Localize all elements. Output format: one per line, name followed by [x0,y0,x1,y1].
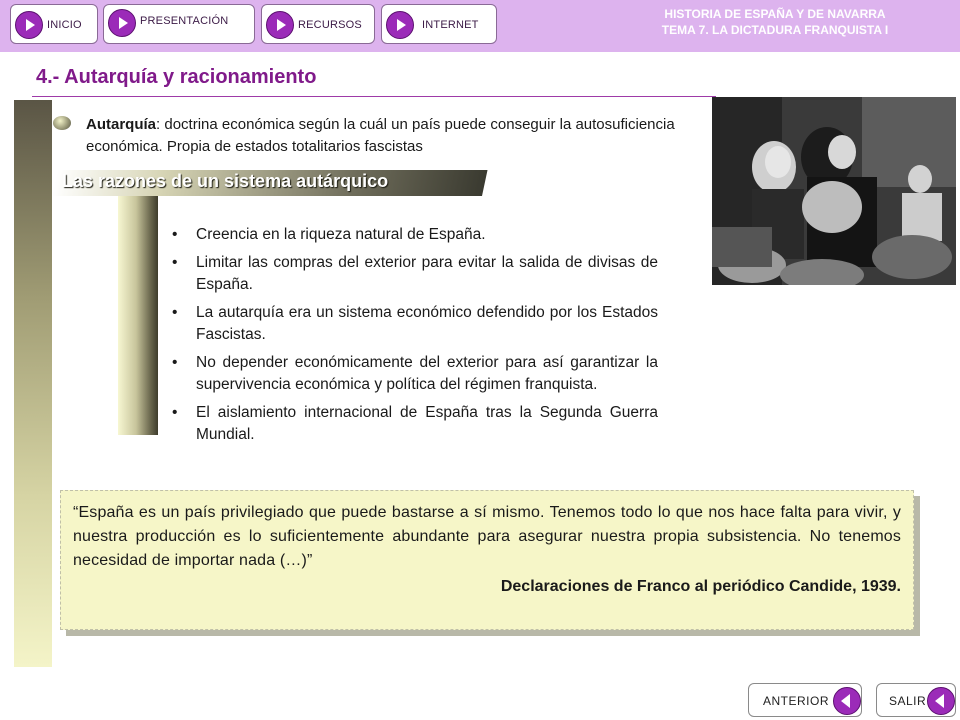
list-item: • No depender económicamente del exterior para así garantizar la supervivencia económica y política del régimen franquista. [172,352,658,396]
reasons-heading: Las razones de un sistema autárquico [62,171,389,191]
title-divider [32,96,716,97]
nav-label: RECURSOS [298,19,362,31]
definition-term: Autarquía [86,116,157,133]
course-title [610,6,940,38]
left-decorative-bar [14,100,52,667]
historical-photo [712,97,956,285]
course-title-line1: HISTORIA DE ESPAÑA Y DE NAVARRA [664,7,886,21]
nav-recursos-button[interactable] [261,4,375,44]
play-icon [108,9,136,37]
play-icon [15,11,43,39]
nav-inicio-button[interactable] [10,4,98,44]
reasons-list [172,224,658,452]
definition-body: : doctrina económica según la cuál un país puede conseguir la autosuficiencia económica. Propia de estados totalitarios fascistas [86,116,675,155]
definition-paragraph [86,114,712,158]
bullet-sphere-icon [53,116,71,130]
nav-internet-button[interactable] [381,4,497,44]
anterior-button[interactable] [748,683,862,717]
salir-button[interactable] [876,683,956,717]
list-item: • El aislamiento internacional de España tras la Segunda Guerra Mundial. [172,402,658,446]
play-icon [386,11,414,39]
nav-label: INTERNET [422,19,479,31]
nav-label: INICIO [47,19,82,31]
page-title: 4.- Autarquía y racionamiento [36,66,317,88]
nav-presentacion-button[interactable] [103,4,255,44]
quote-box [60,490,914,630]
quote-source: Declaraciones de Franco al periódico Candide, 1939. [500,578,901,595]
play-icon [266,11,294,39]
anterior-label: ANTERIOR [763,694,830,708]
list-item: • Limitar las compras del exterior para evitar la salida de divisas de España. [172,252,658,296]
back-arrow-icon [927,687,955,715]
list-item: • Creencia en la riqueza natural de España. [172,224,658,246]
course-title-line2: TEMA 7. LA DICTADURA FRANQUISTA I [661,23,889,37]
salir-label: SALIR [889,694,927,708]
nav-label: PRESENTACIÓN [140,15,229,27]
inner-decorative-bar [118,193,158,435]
list-item: • La autarquía era un sistema económico defendido por los Estados Fascistas. [172,302,658,346]
quote-text: “España es un país privilegiado que puede bastarse a sí mismo. Tenemos todo lo que nos hace falta para vivir, y nuestra producción es lo suficientemente abundante para asegurar nuestra propia subsistencia. No tenemos necesidad de importar nada (…)” [73,504,901,569]
back-arrow-icon [833,687,861,715]
top-nav-bar [0,0,960,52]
